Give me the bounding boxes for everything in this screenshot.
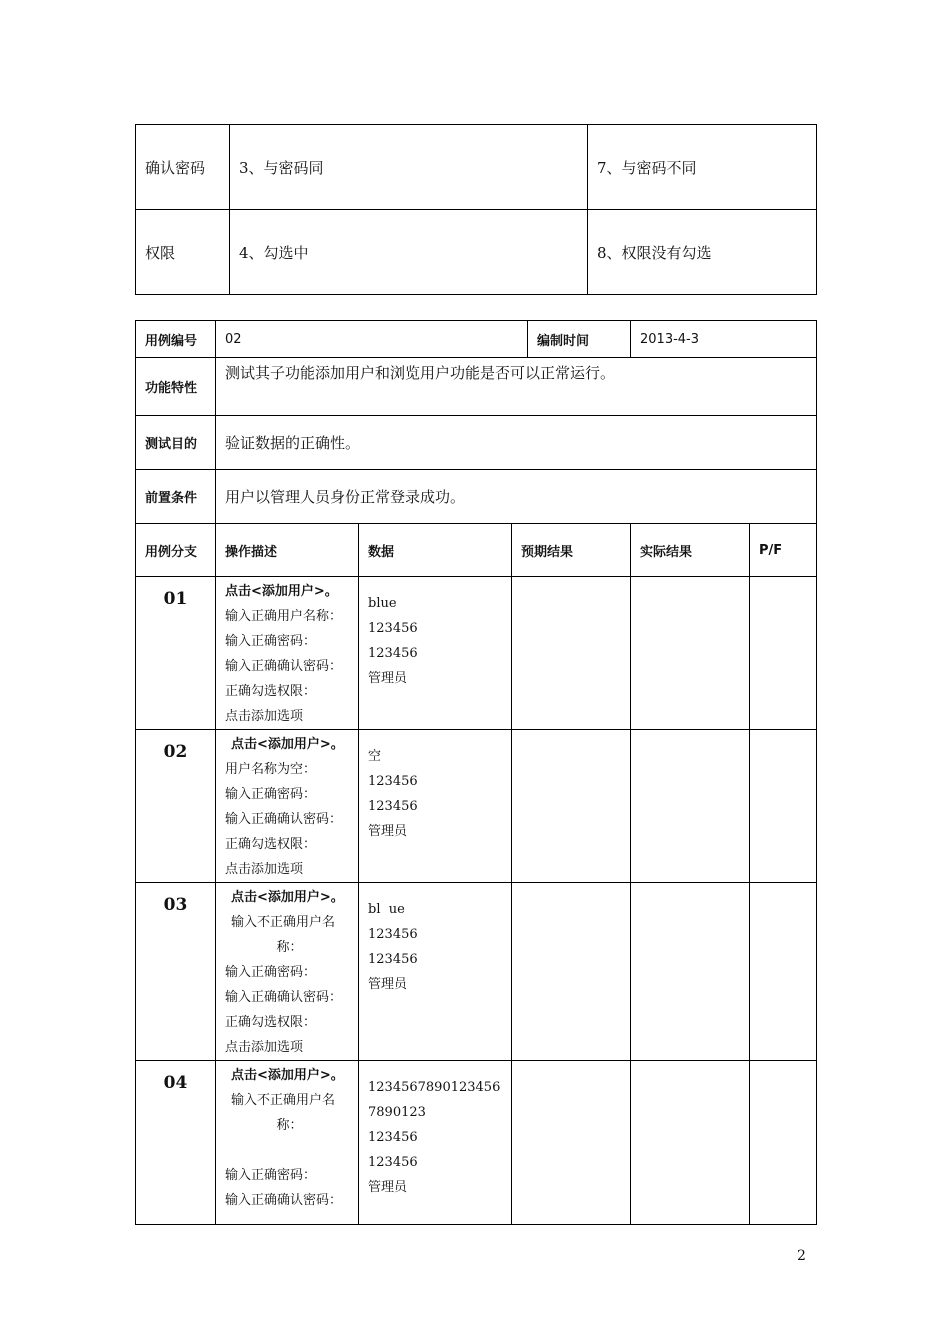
expected-result-cell: [512, 883, 631, 1061]
step: 输入正确密码：: [225, 1168, 317, 1183]
table-header-row: [136, 524, 817, 577]
step: 用户名称为空：: [225, 762, 317, 777]
table-row: [136, 210, 817, 295]
table-row: [136, 321, 817, 358]
case-id-label: 用例编号: [136, 321, 216, 358]
header-expected: 预期结果: [512, 524, 631, 577]
table-row: [136, 358, 817, 416]
operation-steps: [216, 577, 359, 730]
step: 点击<添加用户>。: [231, 1068, 344, 1083]
step: 输入正确密码：: [225, 787, 317, 802]
compile-time-label: 编制时间: [528, 321, 631, 358]
case-row: [136, 1061, 817, 1225]
actual-result-cell: [631, 730, 750, 883]
equivalence-class-table: [135, 124, 817, 295]
step: 输入不正确用户名: [231, 1093, 336, 1108]
step: 点击<添加用户>。: [225, 584, 338, 599]
pf-cell: [750, 1061, 817, 1225]
data-item: 123456: [368, 621, 418, 636]
precondition-label: 前置条件: [136, 470, 216, 524]
header-branch: 用例分支: [136, 524, 216, 577]
step: 点击添加选项: [225, 862, 304, 877]
feature-value: 测试其子功能添加用户和浏览用户功能是否可以正常运行。: [216, 358, 817, 416]
data-item: 管理员: [368, 1180, 408, 1195]
operation-steps: [216, 883, 359, 1061]
purpose-label: 测试目的: [136, 416, 216, 470]
header-pf: P/F: [750, 524, 817, 577]
test-data: [359, 730, 512, 883]
purpose-value: 验证数据的正确性。: [216, 416, 817, 470]
data-item: 123456: [368, 799, 418, 814]
case-id-value: 02: [216, 321, 528, 358]
case-number: 01: [136, 577, 216, 730]
step: 输入正确确认密码：: [225, 990, 343, 1005]
valid-class-cell: 4、勾选中: [230, 210, 588, 295]
case-row: [136, 577, 817, 730]
operation-steps: [216, 730, 359, 883]
case-row: [136, 883, 817, 1061]
step: 输入正确用户名称：: [225, 609, 343, 624]
invalid-class-cell: 7、与密码不同: [588, 125, 817, 210]
expected-result-cell: [512, 730, 631, 883]
step: 输入正确密码：: [225, 965, 317, 980]
page-number: 2: [797, 1248, 806, 1264]
step: 点击添加选项: [225, 1040, 304, 1055]
step: 输入正确确认密码：: [225, 812, 343, 827]
data-item: 管理员: [368, 824, 408, 839]
data-item: 123456: [368, 1155, 418, 1170]
data-item: 123456: [368, 952, 418, 967]
test-data: [359, 883, 512, 1061]
pf-cell: [750, 883, 817, 1061]
data-item: 空: [368, 749, 382, 764]
compile-time-value: 2013-4-3: [631, 321, 817, 358]
header-operation: 操作描述: [216, 524, 359, 577]
expected-result-cell: [512, 577, 631, 730]
step: 输入正确确认密码：: [225, 659, 343, 674]
case-number: 03: [136, 883, 216, 1061]
row-label: 确认密码: [136, 125, 230, 210]
test-data: [359, 1061, 512, 1225]
header-actual: 实际结果: [631, 524, 750, 577]
data-item: 123456: [368, 1130, 418, 1145]
step: 点击添加选项: [225, 709, 304, 724]
step: 点击<添加用户>。: [231, 737, 344, 752]
data-item: bl ue: [368, 902, 405, 917]
header-data: 数据: [359, 524, 512, 577]
step: 称：: [276, 940, 303, 955]
valid-class-cell: 3、与密码同: [230, 125, 588, 210]
expected-result-cell: [512, 1061, 631, 1225]
step: 正确勾选权限：: [225, 837, 317, 852]
actual-result-cell: [631, 1061, 750, 1225]
table-row: [136, 470, 817, 524]
step: 输入正确密码：: [225, 634, 317, 649]
case-row: [136, 730, 817, 883]
row-label: 权限: [136, 210, 230, 295]
pf-cell: [750, 730, 817, 883]
precondition-value: 用户以管理人员身份正常登录成功。: [216, 470, 817, 524]
actual-result-cell: [631, 577, 750, 730]
step: 输入正确确认密码：: [225, 1193, 343, 1208]
table-row: [136, 125, 817, 210]
data-item: 123456: [368, 646, 418, 661]
test-case-table: [135, 320, 817, 1225]
case-number: 02: [136, 730, 216, 883]
data-item: 管理员: [368, 977, 408, 992]
feature-label: 功能特性: [136, 358, 216, 416]
step: 输入不正确用户名: [231, 915, 336, 930]
table-row: [136, 416, 817, 470]
step: 正确勾选权限：: [225, 1015, 317, 1030]
invalid-class-cell: 8、权限没有勾选: [588, 210, 817, 295]
step: 点击<添加用户>。: [231, 890, 344, 905]
step: 正确勾选权限：: [225, 684, 317, 699]
data-item: 12345678901234567890123: [368, 1080, 501, 1120]
test-data: [359, 577, 512, 730]
step: 称：: [276, 1118, 303, 1133]
case-number: 04: [136, 1061, 216, 1225]
data-item: 123456: [368, 774, 418, 789]
pf-cell: [750, 577, 817, 730]
data-item: 123456: [368, 927, 418, 942]
operation-steps: [216, 1061, 359, 1225]
data-item: 管理员: [368, 671, 408, 686]
actual-result-cell: [631, 883, 750, 1061]
data-item: blue: [368, 596, 397, 611]
